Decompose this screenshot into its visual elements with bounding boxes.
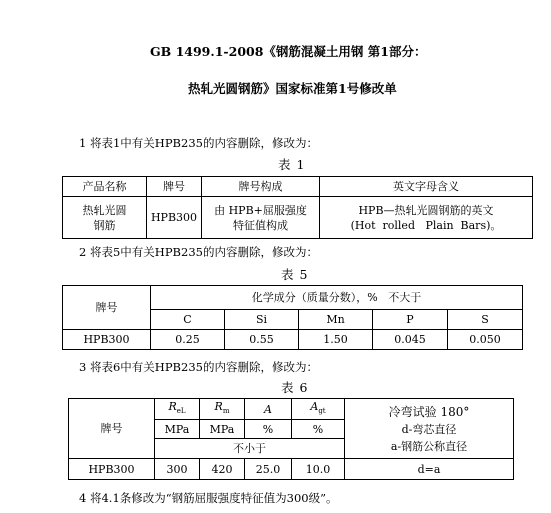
table6-bend-value: d=a [345,459,514,480]
table5-grade-header: 牌号 [63,286,151,330]
table1-composition-line1: 由 HPB+屈服强度 [214,203,307,217]
table1-product-line1: 热轧光圆 [82,203,127,217]
doc-title-line2: 热轧光圆钢筋》国家标准第1号修改单 [188,81,397,96]
table6-bend-line2: d-弯芯直径 [401,422,457,436]
table6-sym-rm-text: R [214,400,223,413]
table5-value: 1.50 [299,330,373,350]
table-6 [68,398,514,480]
table6-sym-agt-sub: gt [318,407,326,416]
table6-value: 25.0 [245,459,292,480]
table1-header: 英文字母含义 [320,177,533,197]
table-1 [62,176,533,239]
table5-value: 0.25 [151,330,225,350]
table6-sym-a-text: A [264,402,272,416]
table1-composition [202,197,320,239]
table6-unit: % [245,420,292,439]
table6-min-label: 不小于 [155,439,345,459]
table5-grade: HPB300 [63,330,151,350]
table1-meaning [320,197,533,239]
table1-grade: HPB300 [147,197,202,239]
doc-title-line1: GB 1499.1-2008《钢筋混凝土用钢 第1部分： [150,44,427,59]
item-4: 4 将4.1条修改为“钢筋屈服强度特征值为300级”。 [79,491,338,505]
table6-sym-agt-text: A [310,400,319,413]
table-5 [62,285,523,350]
table6-sym-agt [292,399,345,420]
table1-caption: 表 1 [278,157,306,172]
table6-unit: MPa [155,420,200,439]
table5-element: S [448,310,523,330]
table6-unit: % [292,420,345,439]
table1-header: 牌号构成 [202,177,320,197]
table6-sym-rel-sub: eL [176,407,186,416]
table1-header: 产品名称 [63,177,147,197]
table5-value: 0.55 [225,330,299,350]
table5-element: C [151,310,225,330]
table5-value: 0.050 [448,330,523,350]
table5-group-header: 化学成分（质量分数），% 不大于 [151,286,523,310]
table6-grade-header: 牌号 [69,399,155,459]
table5-element: P [373,310,448,330]
table1-product [63,197,147,239]
table6-value: 420 [200,459,245,480]
table6-sym-rm [200,399,245,420]
table6-sym-rel-text: R [168,400,177,413]
table5-caption: 表 5 [281,267,309,282]
table6-grade: HPB300 [69,459,155,480]
table6-value: 300 [155,459,200,480]
item-2: 2 将表5中有关HPB235的内容删除，修改为： [79,245,318,259]
item-3: 3 将表6中有关HPB235的内容删除，修改为： [79,360,318,374]
table6-sym-a [245,399,292,420]
table6-bend-line3: a-钢筋公称直径 [390,439,468,453]
table6-bend-header [345,399,514,459]
table5-element: Mn [299,310,373,330]
table1-product-line2: 钢筋 [93,218,116,232]
table6-caption: 表 6 [281,380,309,395]
table5-value: 0.045 [373,330,448,350]
table6-unit: MPa [200,420,245,439]
table1-meaning-line2: (Hot rolled Plain Bars)。 [350,218,502,232]
table1-composition-line2: 特征值构成 [233,218,288,232]
table1-header: 牌号 [147,177,202,197]
table5-element: Si [225,310,299,330]
table6-value: 10.0 [292,459,345,480]
item-1: 1 将表1中有关HPB235的内容删除，修改为： [79,136,318,150]
table1-meaning-line1: HPB—热轧光圆钢筋的英文 [358,203,494,217]
table6-sym-rm-sub: m [222,407,230,416]
table6-bend-line1: 冷弯试验 180° [388,404,470,419]
table6-sym-rel [155,399,200,420]
